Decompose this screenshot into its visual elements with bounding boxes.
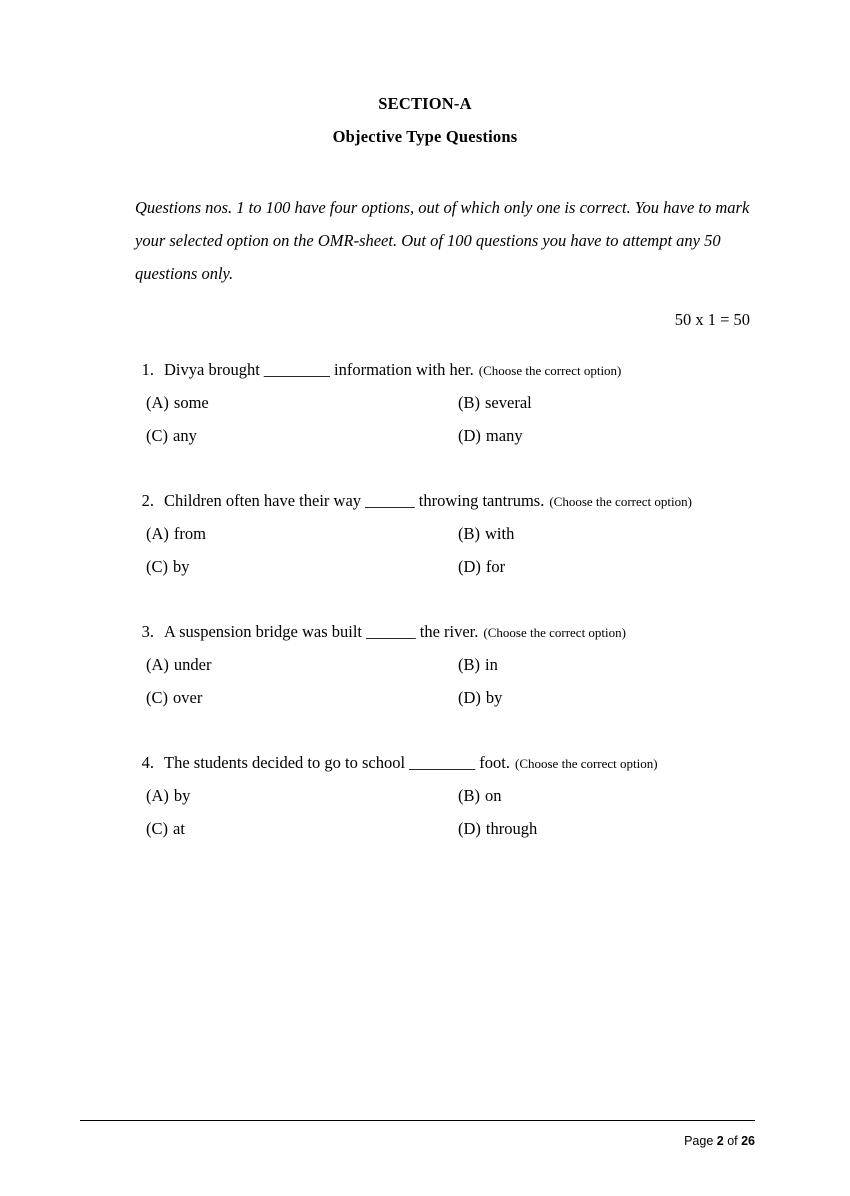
section-title: SECTION-A xyxy=(378,94,472,113)
question-number: 1. xyxy=(141,360,154,379)
option-text: from xyxy=(173,524,206,543)
page-headings xyxy=(0,96,850,145)
footer-prefix: Page xyxy=(684,1134,717,1148)
option-b[interactable] xyxy=(458,393,532,413)
option-b[interactable] xyxy=(458,786,502,806)
question-text: A suspension bridge was built ______ the river. xyxy=(164,622,479,641)
option-label: (C) xyxy=(146,688,168,707)
option-label: (C) xyxy=(146,426,168,445)
options-row xyxy=(0,819,850,839)
option-d[interactable] xyxy=(458,688,502,708)
question-spacer xyxy=(0,577,850,598)
option-text: several xyxy=(485,393,532,412)
questions-list xyxy=(0,360,850,839)
question-number: 4. xyxy=(141,753,154,772)
option-text: by xyxy=(173,557,190,576)
option-d[interactable] xyxy=(458,426,523,446)
question-text: Divya brought ________ information with her. xyxy=(164,360,474,379)
option-text: at xyxy=(173,819,185,838)
footer-page-number: 2 xyxy=(716,1134,724,1148)
option-text: for xyxy=(485,557,506,576)
question-hint: (Choose the correct option) xyxy=(478,363,622,378)
footer-divider xyxy=(80,1120,755,1121)
question-item xyxy=(0,753,850,839)
footer-middle: of xyxy=(723,1134,742,1148)
footer-total-pages: 26 xyxy=(741,1134,755,1148)
option-text: any xyxy=(173,426,197,445)
question-number: 2. xyxy=(141,491,154,510)
option-text: by xyxy=(173,786,191,805)
option-c[interactable] xyxy=(146,819,458,839)
option-label: (A) xyxy=(146,524,169,543)
option-text: under xyxy=(173,655,212,674)
option-text: in xyxy=(485,655,498,674)
option-label: (A) xyxy=(146,786,169,805)
document-page xyxy=(0,96,850,1196)
marks-allocation: 50 x 1 = 50 xyxy=(674,310,750,329)
question-prompt xyxy=(0,622,850,642)
option-label: (A) xyxy=(146,393,169,412)
option-label: (B) xyxy=(458,655,480,674)
option-text: through xyxy=(485,819,538,838)
question-prompt xyxy=(0,360,850,380)
option-a[interactable] xyxy=(146,786,458,806)
page-footer xyxy=(684,1134,755,1148)
options-row xyxy=(0,655,850,675)
question-hint: (Choose the correct option) xyxy=(483,625,626,640)
option-d[interactable] xyxy=(458,557,505,577)
option-a[interactable] xyxy=(146,655,458,675)
option-c[interactable] xyxy=(146,557,458,577)
option-b[interactable] xyxy=(458,655,498,675)
option-text: by xyxy=(485,688,503,707)
question-hint: (Choose the correct option) xyxy=(549,494,692,509)
option-label: (C) xyxy=(146,557,168,576)
option-text: over xyxy=(173,688,203,707)
option-a[interactable] xyxy=(146,524,458,544)
option-text: with xyxy=(485,524,515,543)
question-spacer xyxy=(0,708,850,729)
question-text: The students decided to go to school ________ foot. xyxy=(164,753,510,772)
option-b[interactable] xyxy=(458,524,514,544)
question-number: 3. xyxy=(141,622,154,641)
options-row xyxy=(0,557,850,577)
instructions-paragraph: Questions nos. 1 to 100 have four options, out of which only one is correct. You have to mark your selected option on the OMR-sheet. Out of 100 questions you have to attempt any 50 questions only. xyxy=(135,198,750,283)
options-row xyxy=(0,688,850,708)
option-label: (B) xyxy=(458,393,480,412)
option-label: (B) xyxy=(458,786,480,805)
question-prompt xyxy=(0,491,850,511)
question-prompt xyxy=(0,753,850,773)
options-row xyxy=(0,786,850,806)
option-d[interactable] xyxy=(458,819,537,839)
question-item xyxy=(0,360,850,446)
option-text: on xyxy=(485,786,502,805)
option-label: (D) xyxy=(458,688,481,707)
question-hint: (Choose the correct option) xyxy=(515,756,658,771)
option-label: (D) xyxy=(458,819,481,838)
question-spacer xyxy=(0,446,850,467)
option-text: many xyxy=(485,426,523,445)
option-a[interactable] xyxy=(146,393,458,413)
option-text: some xyxy=(173,393,209,412)
options-row xyxy=(0,393,850,413)
options-row xyxy=(0,426,850,446)
option-label: (A) xyxy=(146,655,169,674)
question-item xyxy=(0,491,850,577)
option-c[interactable] xyxy=(146,426,458,446)
option-c[interactable] xyxy=(146,688,458,708)
option-label: (D) xyxy=(458,557,481,576)
option-label: (D) xyxy=(458,426,481,445)
options-row xyxy=(0,524,850,544)
option-label: (C) xyxy=(146,819,168,838)
option-label: (B) xyxy=(458,524,480,543)
section-subtitle: Objective Type Questions xyxy=(332,126,518,146)
question-text: Children often have their way ______ throwing tantrums. xyxy=(164,491,545,510)
question-item xyxy=(0,622,850,708)
